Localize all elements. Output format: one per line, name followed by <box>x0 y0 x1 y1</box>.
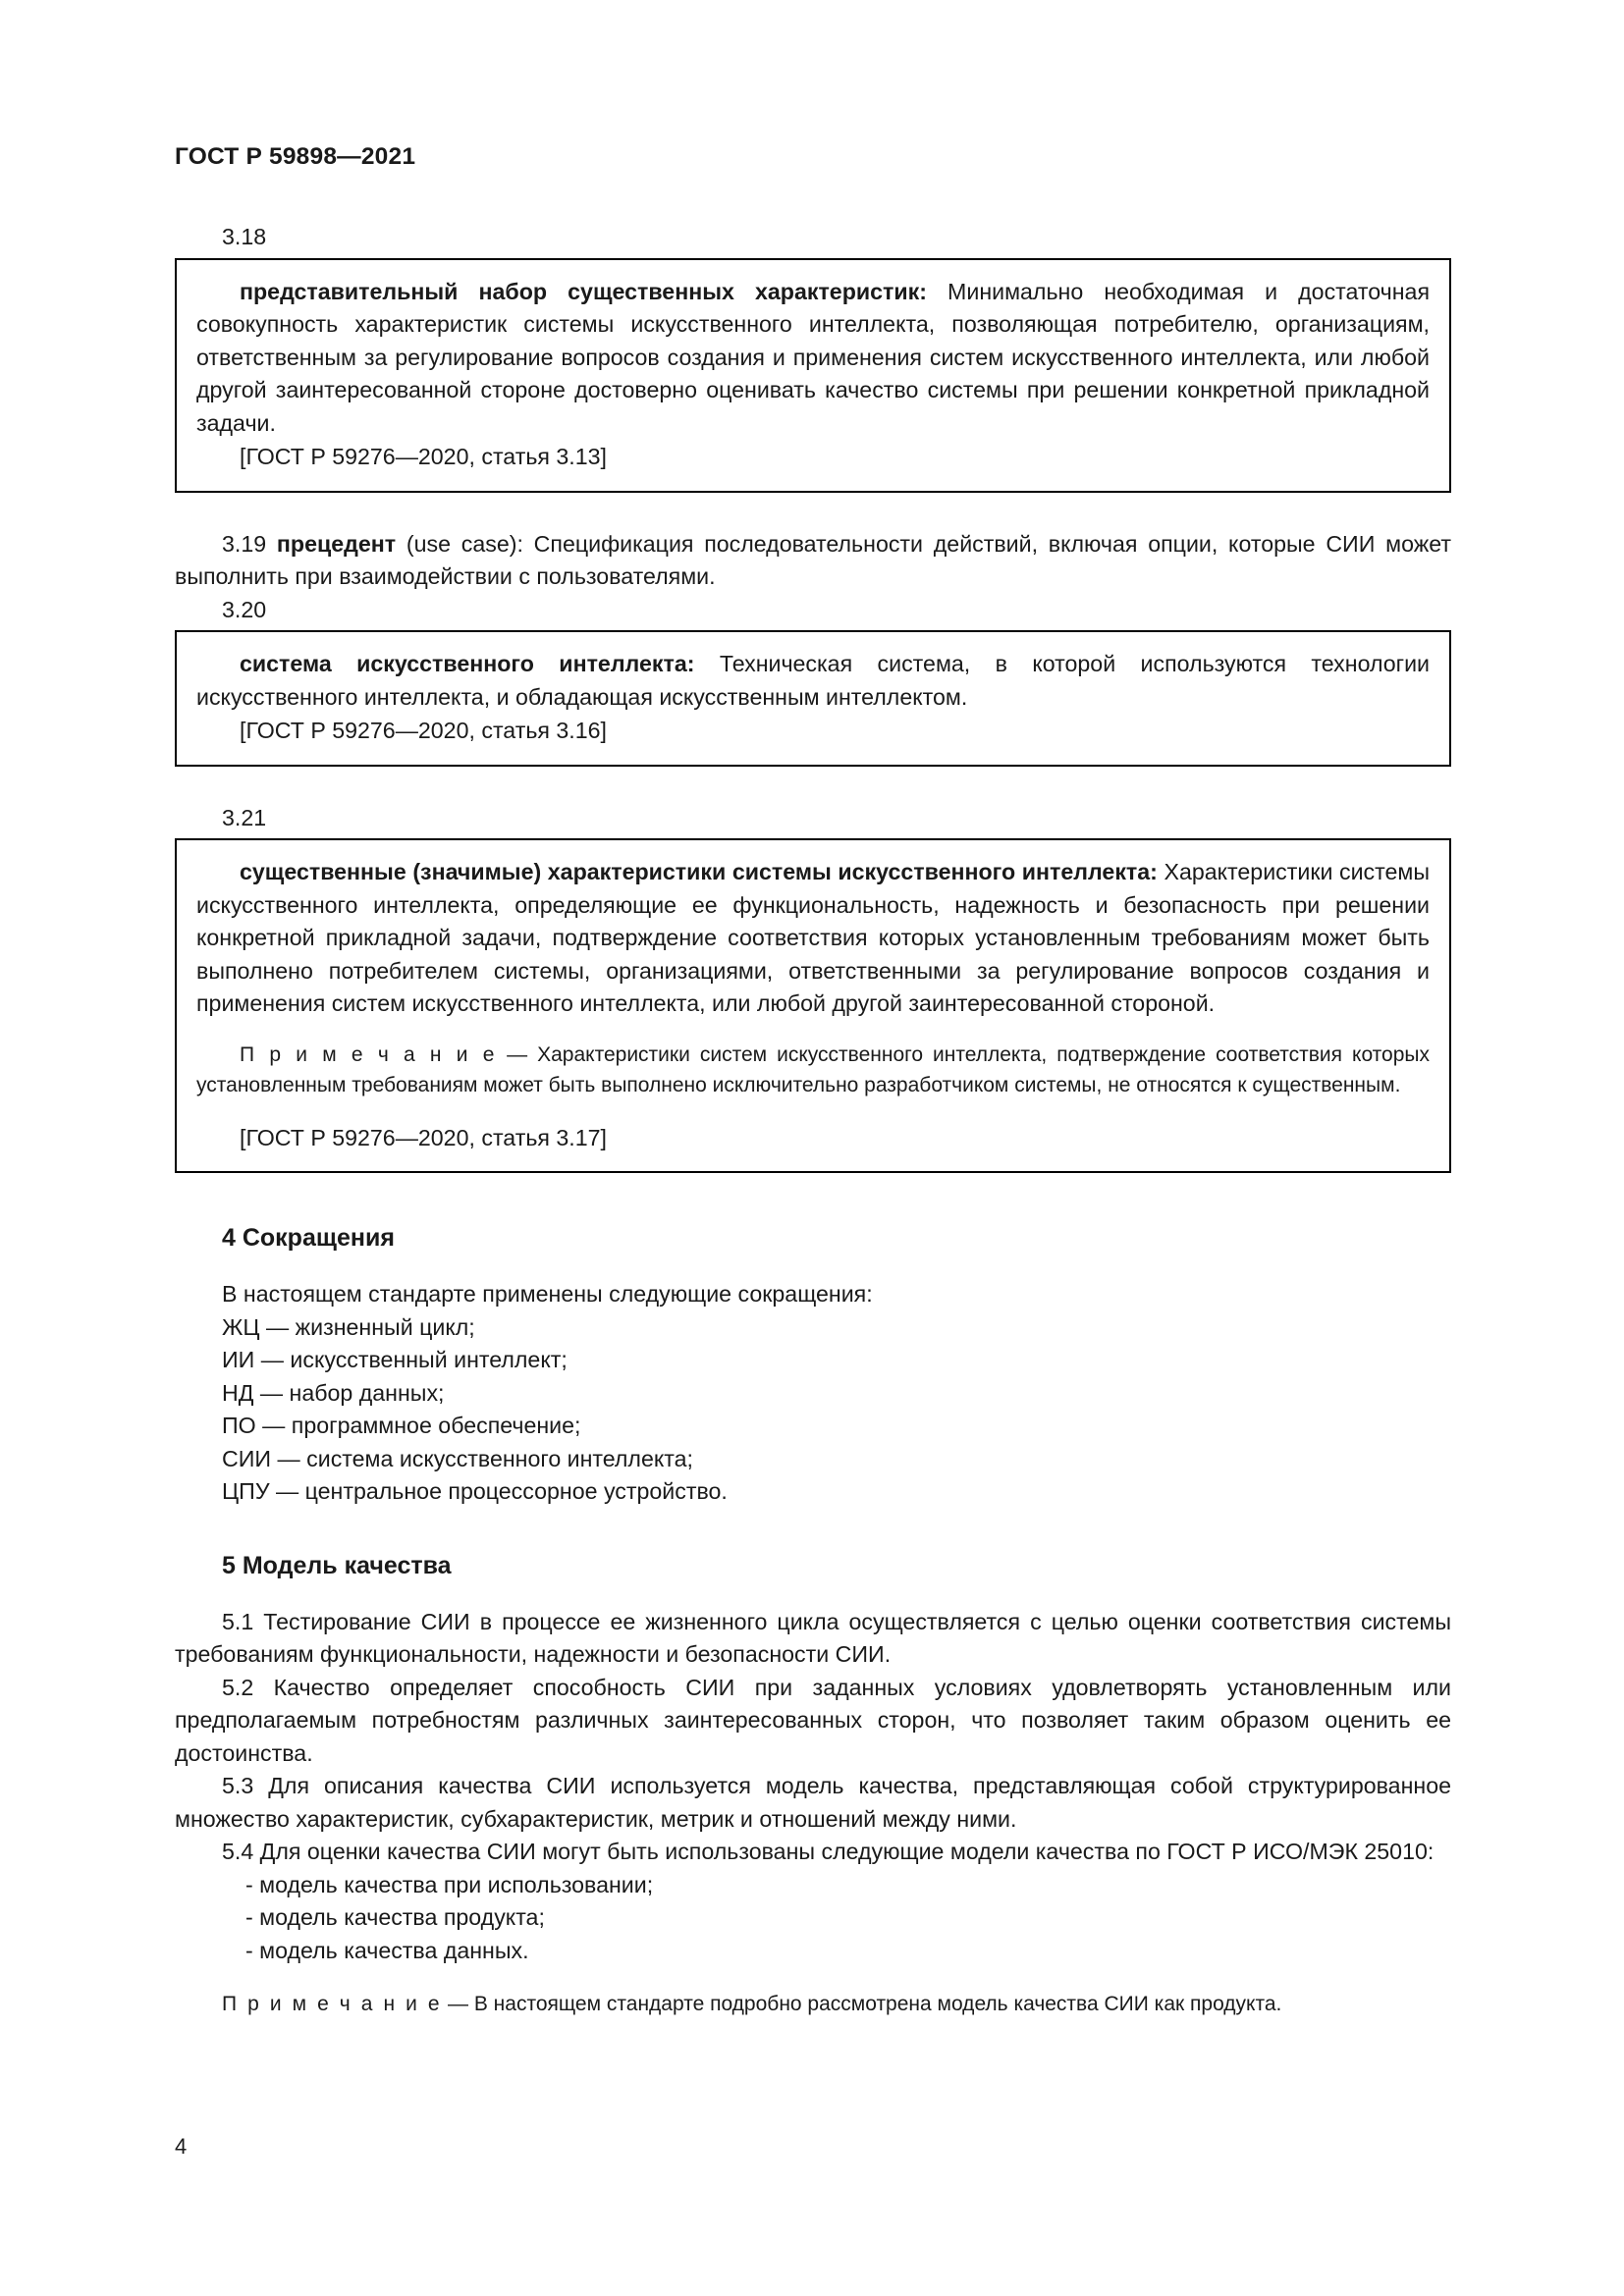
clause-number-3-20: 3.20 <box>222 596 267 622</box>
definition-source-3-21: [ГОСТ Р 59276—2020, статья 3.17] <box>240 1124 607 1150</box>
note-body-section-5: — В настоящем стандарте подробно рассмотрена модель качества СИИ как продукта. <box>442 1993 1282 2015</box>
section-5-note <box>222 1989 1451 2020</box>
page-number: 4 <box>175 2134 188 2159</box>
clause-3-19 <box>175 528 1451 594</box>
quality-model-item: - модель качества при использовании; <box>245 1871 654 1897</box>
quality-model-item: - модель качества продукта; <box>245 1904 545 1930</box>
definition-source-3-20: [ГОСТ Р 59276—2020, статья 3.16] <box>240 718 607 743</box>
section-5-paragraph: 5.2 Качество определяет способность СИИ при заданных условиях удовлетворять установленным или предполагаемым потребностям различных заинтересованных сторон, что позволяет таким образом оценить ее достоинства. <box>175 1674 1451 1766</box>
clause-body-3-19: Спецификация последовательности действий, включая опции, которые СИИ может выполнить при взаимодействии с пользователями. <box>175 530 1451 589</box>
definition-source-3-18: [ГОСТ Р 59276—2020, статья 3.13] <box>240 444 607 469</box>
document-body <box>175 221 1451 2020</box>
definition-box-3-18 <box>175 258 1451 493</box>
abbreviation-item: СИИ — система искусственного интеллекта; <box>222 1445 693 1471</box>
clause-number-3-19: 3.19 <box>222 530 267 557</box>
note-lead-section-5: П р и м е ч а н и е <box>222 1993 443 2015</box>
section-5-paragraph: 5.1 Тестирование СИИ в процессе ее жизненного цикла осуществляется с целью оценки соответствия системы требованиям функциональности, надежности и безопасности СИИ. <box>175 1608 1451 1667</box>
abbreviation-item: ЦПУ — центральное процессорное устройство. <box>222 1478 728 1504</box>
clause-number-3-21: 3.21 <box>222 804 267 830</box>
note-lead-3-21: П р и м е ч а н и е <box>240 1042 498 1066</box>
definition-term-3-21: существенные (значимые) характеристики системы искусственного интеллекта: <box>240 859 1158 884</box>
definition-body-3-20: Техническая система, в которой используются технологии искусственного интеллекта, и обладающая искусственным интеллектом. <box>196 651 1430 710</box>
section-heading-4: 4 Сокращения <box>222 1224 395 1252</box>
document-header: ГОСТ Р 59898—2021 <box>175 143 416 170</box>
clause-number-3-18: 3.18 <box>222 224 267 249</box>
definition-term-3-18: представительный набор существенных характеристик: <box>240 278 927 304</box>
definition-text-3-20 <box>196 648 1430 714</box>
abbreviation-item: НД — набор данных; <box>222 1379 445 1406</box>
definition-text-3-18 <box>196 276 1430 441</box>
definition-body-3-18: Минимально необходимая и достаточная совокупность характеристик системы искусственного интеллекта, позволяющая потребителю, организациям, ответственным за регулирование вопросов создания и применения систем искусственного интеллекта, или любой другой заинтересованной стороне достоверно оценивать качество системы при решении конкретной прикладной задачи. <box>196 278 1430 436</box>
abbreviation-item: ПО — программное обеспечение; <box>222 1413 581 1438</box>
abbreviation-item: ЖЦ — жизненный цикл; <box>222 1313 475 1340</box>
definition-note-3-21 <box>196 1040 1430 1101</box>
clause-term-3-19: прецедент <box>276 530 397 557</box>
section-5-paragraph: 5.3 Для описания качества СИИ используется модель качества, представляющая собой структурированное множество характеристик, субхарактеристик, метрик и отношений между ними. <box>175 1773 1451 1832</box>
definition-body-3-21: Характеристики системы искусственного интеллекта, определяющие ее функциональность, надежность и безопасность при решении конкретной прикладной задачи, подтверждение соответствия которых установленным требованиям может быть выполнено потребителем системы, организациями, ответственными за регулирование вопросов создания и применения систем искусственного интеллекта, или любой другой заинтересованной стороной. <box>196 859 1431 1016</box>
section-5-paragraph: 5.4 Для оценки качества СИИ могут быть использованы следующие модели качества по ГОСТ Р ИСО/МЭК 25010: <box>222 1839 1435 1864</box>
quality-model-item: - модель качества данных. <box>245 1937 529 1963</box>
definition-box-3-20 <box>175 630 1451 767</box>
abbreviation-item: ИИ — искусственный интеллект; <box>222 1347 568 1372</box>
definition-term-3-20: система искусственного интеллекта: <box>240 651 695 676</box>
note-body-3-21: — Характеристики систем искусственного интеллекта, подтверждение соответствия которых установленным требованиям может быть выполнено исключительно разработчиком системы, не относятся к существенным. <box>196 1042 1430 1096</box>
section-4-intro: В настоящем стандарте применены следующие сокращения: <box>222 1281 873 1307</box>
definition-text-3-21 <box>196 856 1430 1021</box>
definition-box-3-21 <box>175 838 1451 1173</box>
clause-english-3-19: (use case): <box>396 530 523 557</box>
section-heading-5: 5 Модель качества <box>222 1551 452 1579</box>
